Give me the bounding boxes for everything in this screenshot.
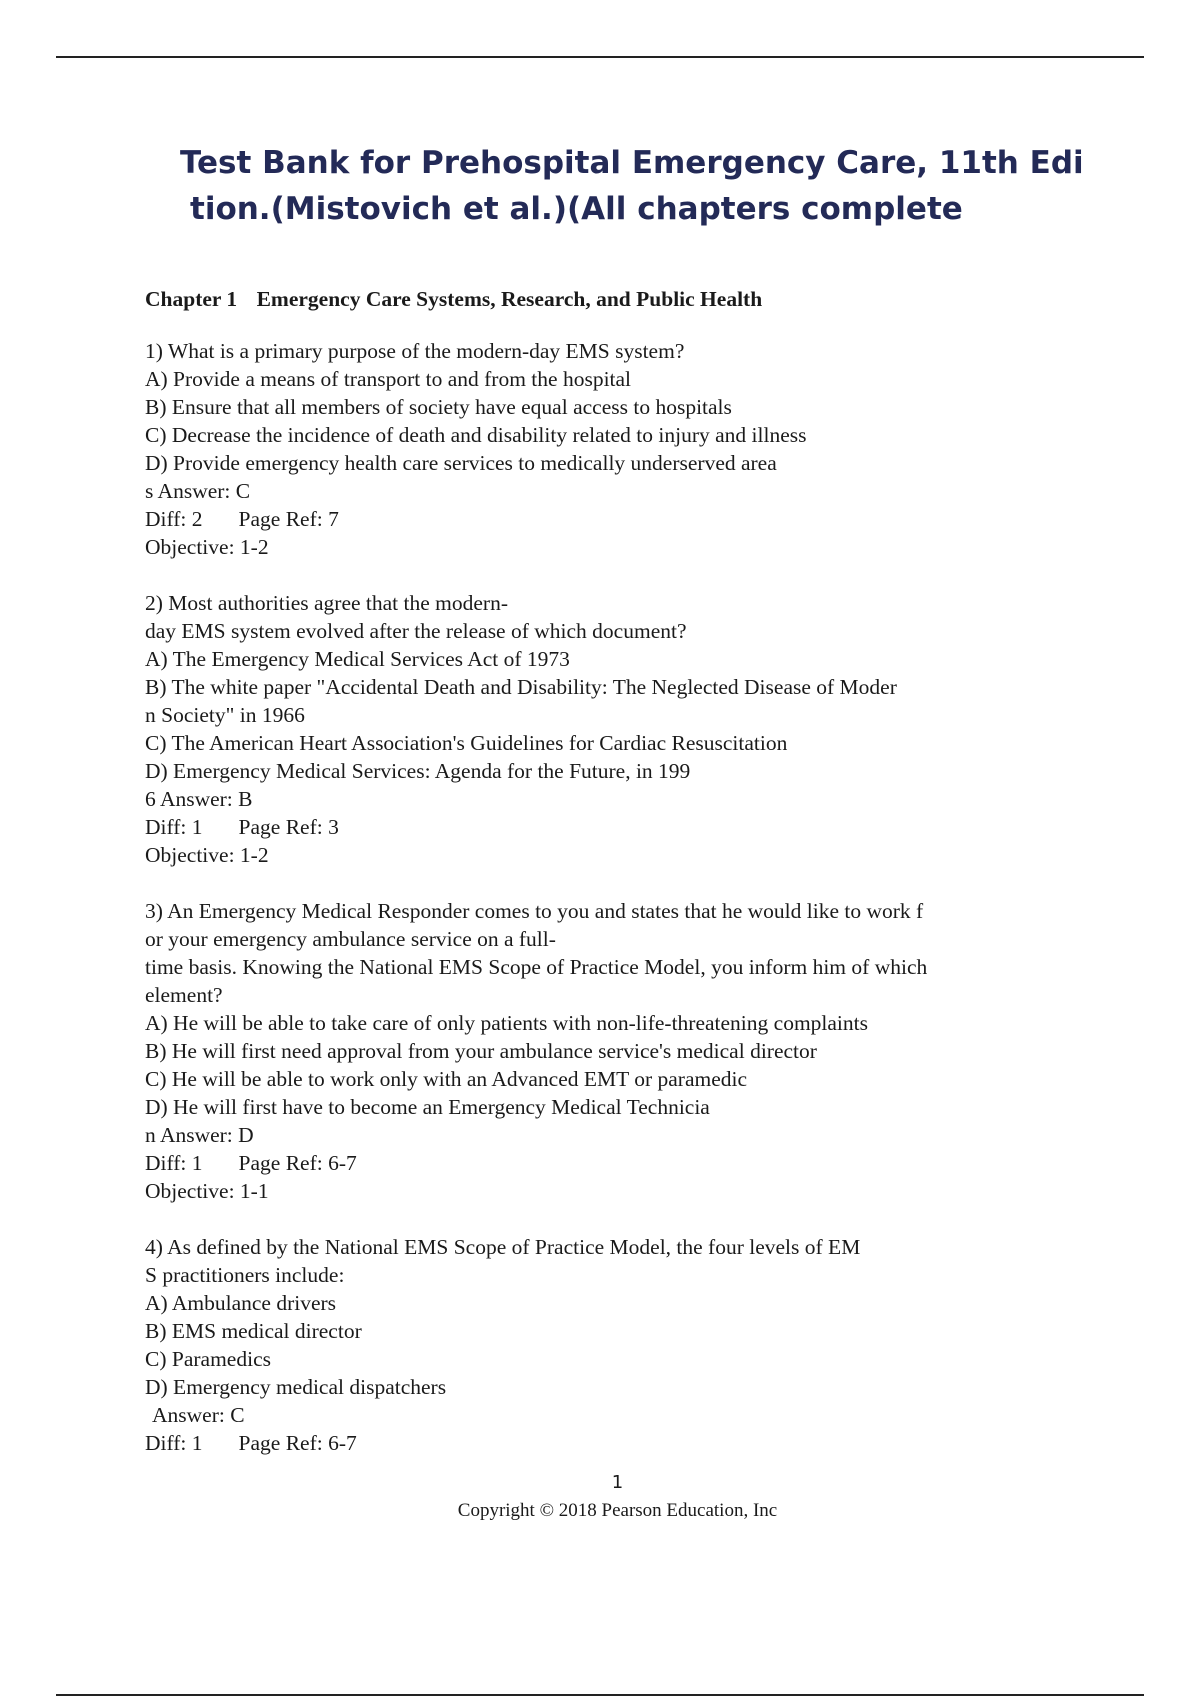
top-rule <box>56 56 1144 58</box>
question-answer: Answer: C <box>152 1403 245 1427</box>
question-2 <box>145 589 1105 869</box>
question-answer: n Answer: D <box>145 1123 254 1147</box>
question-line: S practitioners include: <box>145 1263 345 1287</box>
question-line: B) He will first need approval from your ambulance service's medical director <box>145 1039 817 1063</box>
diff-label: Diff: 1 <box>145 1151 203 1175</box>
question-4 <box>145 1233 1105 1457</box>
question-line: B) Ensure that all members of society have equal access to hospitals <box>145 395 732 419</box>
page-number: 1 <box>611 1472 624 1493</box>
question-line: A) He will be able to take care of only patients with non-life-threatening complaints <box>145 1011 869 1035</box>
page-ref-label: Page Ref: 3 <box>238 815 339 839</box>
question-line: A) The Emergency Medical Services Act of 1973 <box>145 647 570 671</box>
question-line: A) Provide a means of transport to and from the hospital <box>145 367 632 391</box>
question-line: 4) As defined by the National EMS Scope of Practice Model, the four levels of EM <box>145 1235 861 1259</box>
question-meta <box>145 813 1105 841</box>
question-line: D) He will first have to become an Emergency Medical Technicia <box>145 1095 710 1119</box>
diff-label: Diff: 1 <box>145 1431 203 1455</box>
question-line: 3) An Emergency Medical Responder comes to you and states that he would like to work f <box>145 899 924 923</box>
question-line: n Society" in 1966 <box>145 703 305 727</box>
question-line: C) Decrease the incidence of death and disability related to injury and illness <box>145 423 807 447</box>
page-ref-label: Page Ref: 6-7 <box>238 1431 357 1455</box>
question-line: time basis. Knowing the National EMS Scope of Practice Model, you inform him of which <box>145 955 928 979</box>
question-line: element? <box>145 983 223 1007</box>
question-line: D) Emergency medical dispatchers <box>145 1375 447 1399</box>
title-line-2: tion.(Mistovich et al.)(All chapters complete <box>190 191 963 227</box>
question-line: D) Provide emergency health care services to medically underserved area <box>145 451 777 475</box>
chapter-name: Emergency Care Systems, Research, and Public Health <box>256 287 763 311</box>
document-body <box>145 285 1105 1485</box>
page-ref-label: Page Ref: 6-7 <box>238 1151 357 1175</box>
question-line: or your emergency ambulance service on a full- <box>145 927 556 951</box>
copyright-notice: Copyright © 2018 Pearson Education, Inc <box>457 1500 778 1521</box>
diff-label: Diff: 1 <box>145 815 203 839</box>
objective-label: Objective: 1-1 <box>145 1179 269 1203</box>
question-meta <box>145 1429 1105 1457</box>
chapter-heading <box>145 285 1105 313</box>
question-line: C) The American Heart Association's Guidelines for Cardiac Resuscitation <box>145 731 788 755</box>
question-line: C) He will be able to work only with an Advanced EMT or paramedic <box>145 1067 748 1091</box>
question-line: A) Ambulance drivers <box>145 1291 337 1315</box>
question-line: B) EMS medical director <box>145 1319 362 1343</box>
diff-label: Diff: 2 <box>145 507 203 531</box>
title-line-1: Test Bank for Prehospital Emergency Care, 11th Edi <box>180 145 1084 181</box>
question-answer: 6 Answer: B <box>145 787 253 811</box>
document-title <box>180 140 1120 232</box>
objective-label: Objective: 1-2 <box>145 843 269 867</box>
question-meta <box>145 1149 1105 1177</box>
question-line: day EMS system evolved after the release of which document? <box>145 619 687 643</box>
question-answer: s Answer: C <box>145 479 251 503</box>
objective-label: Objective: 1-2 <box>145 535 269 559</box>
question-meta <box>145 505 1105 533</box>
question-3 <box>145 897 1105 1205</box>
page-ref-label: Page Ref: 7 <box>238 507 339 531</box>
question-line: D) Emergency Medical Services: Agenda for the Future, in 199 <box>145 759 691 783</box>
chapter-number: Chapter 1 <box>145 287 238 311</box>
question-line: C) Paramedics <box>145 1347 271 1371</box>
question-line: 2) Most authorities agree that the modern- <box>145 591 509 615</box>
question-line: 1) What is a primary purpose of the modern-day EMS system? <box>145 339 685 363</box>
question-1 <box>145 337 1105 561</box>
question-line: B) The white paper "Accidental Death and Disability: The Neglected Disease of Moder <box>145 675 897 699</box>
bottom-rule <box>56 1694 1144 1696</box>
